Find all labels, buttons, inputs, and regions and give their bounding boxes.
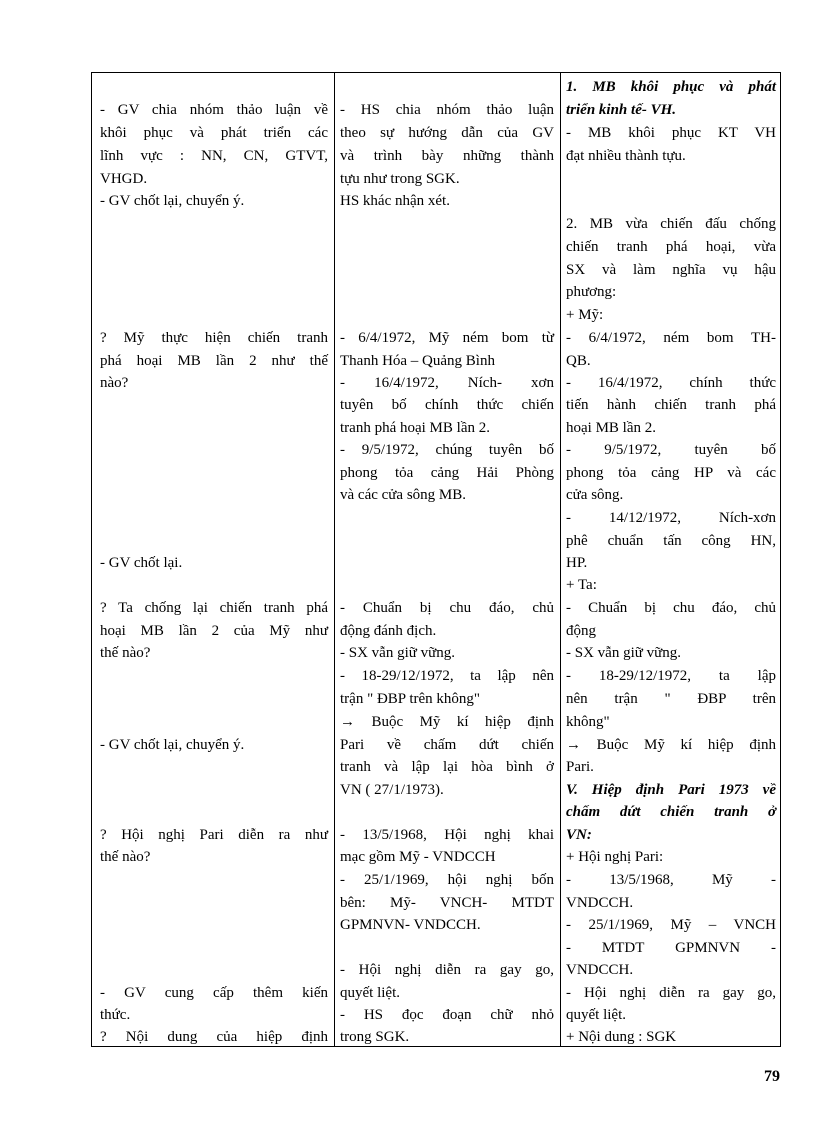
table-cell-line: nên trận " ĐBP trên xyxy=(566,691,776,707)
table-cell-line: - 18-29/12/1972, ta lập xyxy=(566,668,776,684)
section-heading: chấm dứt chiến tranh ở xyxy=(566,804,776,820)
table-cell-line: bên: Mỹ- VNCH- MTDT xyxy=(340,895,554,911)
table-cell-line: - 25/1/1969, hội nghị bốn xyxy=(340,872,554,888)
table-cell-line: và trình bày những thành xyxy=(340,148,554,164)
table-cell-line: - 9/5/1972, tuyên bố xyxy=(566,442,776,458)
table-cell-line: không" xyxy=(566,714,610,730)
table-cell-line: nào? xyxy=(100,375,129,391)
table-cell-line: - 13/5/1968, Mỹ - xyxy=(566,872,776,888)
table-cell-line: + Nội dung : SGK xyxy=(566,1029,677,1045)
table-cell-line: động xyxy=(566,623,596,639)
table-cell-line: tuyên bố chính thức chiến xyxy=(340,397,554,413)
table-cell-line: quyết liệt. xyxy=(340,985,400,1001)
table-cell-line: trong SGK. xyxy=(340,1029,410,1045)
table-cell-line: ? Mỹ thực hiện chiến tranh xyxy=(100,330,328,346)
table-cell-line: thế nào? xyxy=(100,849,151,865)
table-cell-line: - GV chốt lại, chuyển ý. xyxy=(100,737,245,753)
table-cell-line: theo sự hướng dẫn của GV xyxy=(340,125,554,141)
table-cell-line: - GV chia nhóm thảo luận về xyxy=(100,102,328,118)
table-cell-line: - 13/5/1968, Hội nghị khai xyxy=(340,827,554,843)
table-cell-line: - GV chốt lại, chuyển ý. xyxy=(100,193,245,209)
table-cell-line: hoại MB lần 2. xyxy=(566,420,656,436)
page-number: 79 xyxy=(764,1068,780,1085)
table-cell-line: phong tỏa cảng Hải Phòng xyxy=(340,465,554,481)
table-cell-line: - Chuẩn bị chu đáo, chủ xyxy=(566,600,776,616)
table-cell-line: ? Ta chống lại chiến tranh phá xyxy=(100,600,328,616)
table-cell-line: - 25/1/1969, Mỹ – VNCH xyxy=(566,917,776,933)
table-cell-line: ? Nội dung của hiệp định xyxy=(100,1029,328,1045)
table-cell-line: VN ( 27/1/1973). xyxy=(340,782,444,798)
table-cell-line: - SX vẫn giữ vững. xyxy=(340,645,456,661)
table-cell-line: - 9/5/1972, chúng tuyên bố xyxy=(340,442,554,458)
table-cell-line: - MTDT GPMNVN - xyxy=(566,940,776,956)
section-heading: triển kinh tế- VH. xyxy=(566,102,677,118)
table-cell-line: tiến hành chiến tranh phá xyxy=(566,397,776,413)
table-cell-line: - Hội nghị diễn ra gay go, xyxy=(566,985,776,1001)
table-cell-line: đạt nhiều thành tựu. xyxy=(566,148,686,164)
table-cell-line: 2. MB vừa chiến đấu chống xyxy=(566,216,776,232)
section-heading: 1. MB khôi phục và phát xyxy=(566,79,776,95)
table-cell-line: HP. xyxy=(566,555,588,571)
table-cell-line: tranh phá hoại MB lần 2. xyxy=(340,420,490,436)
table-cell-line: phá hoại MB lần 2 như thế xyxy=(100,353,328,369)
section-heading: V. Hiệp định Pari 1973 về xyxy=(566,782,776,798)
column-divider xyxy=(334,73,335,1046)
table-cell-line: chiến tranh phá hoại, vừa xyxy=(566,239,776,255)
table-cell-line: - Chuẩn bị chu đáo, chủ xyxy=(340,600,554,616)
table-cell-line: lĩnh vực : NN, CN, GTVT, xyxy=(100,148,328,164)
table-cell-line: ? Hội nghị Pari diễn ra như xyxy=(100,827,328,843)
table-cell-line: tranh và lập lại hòa bình ở xyxy=(340,759,554,775)
table-cell-line: quyết liệt. xyxy=(566,1007,626,1023)
table-cell-line: - 18-29/12/1972, ta lập nên xyxy=(340,668,554,684)
table-cell-line: Thanh Hóa – Quảng Bình xyxy=(340,353,495,369)
section-heading: VN: xyxy=(566,827,592,843)
table-cell-line: Pari. xyxy=(566,759,594,775)
table-cell-line: - HS đọc đoạn chữ nhỏ xyxy=(340,1007,554,1023)
table-cell-line: tựu như trong SGK. xyxy=(340,171,460,187)
table-cell-line: Pari về chấm dứt chiến xyxy=(340,737,554,753)
table-cell-line: khôi phục và phát triển các xyxy=(100,125,328,141)
column-divider xyxy=(560,73,561,1046)
table-cell-line: cửa sông. xyxy=(566,487,624,503)
table-cell-line: - Hội nghị diễn ra gay go, xyxy=(340,962,554,978)
table-cell-line: - HS chia nhóm thảo luận xyxy=(340,102,554,118)
table-cell-line: - 14/12/1972, Ních-xơn xyxy=(566,510,776,526)
table-cell-line: + Ta: xyxy=(566,577,597,593)
table-cell-line: - SX vẫn giữ vững. xyxy=(566,645,682,661)
table-cell-line: thế nào? xyxy=(100,645,151,661)
table-cell-line: - GV chốt lại. xyxy=(100,555,183,571)
table-cell-line: QB. xyxy=(566,353,591,369)
table-cell-line: HS khác nhận xét. xyxy=(340,193,450,209)
table-cell-line: - 6/4/1972, ném bom TH- xyxy=(566,330,776,346)
table-cell-line: - 16/4/1972, Ních- xơn xyxy=(340,375,554,391)
table-cell-line: phương: xyxy=(566,284,617,300)
table-cell-line: phong tỏa cảng HP và các xyxy=(566,465,776,481)
table-cell-line: + Hội nghị Pari: xyxy=(566,849,664,865)
table-cell-line: và các cửa sông MB. xyxy=(340,487,467,503)
table-cell-line: - GV cung cấp thêm kiến xyxy=(100,985,328,1001)
table-cell-line: VHGD. xyxy=(100,171,148,187)
table-cell-line: động đánh địch. xyxy=(340,623,437,639)
table-cell-line: → Buộc Mỹ kí hiệp định xyxy=(340,714,554,730)
table-cell-line: mạc gồm Mỹ - VNDCCH xyxy=(340,849,496,865)
table-cell-line: - 6/4/1972, Mỹ ném bom từ xyxy=(340,330,554,346)
table-cell-line: - MB khôi phục KT VH xyxy=(566,125,776,141)
table-cell-line: hoại MB lần 2 của Mỹ như xyxy=(100,623,328,639)
table-cell-line: + Mỹ: xyxy=(566,307,604,323)
table-cell-line: trận " ĐBP trên không" xyxy=(340,691,481,707)
table-cell-line: thức. xyxy=(100,1007,131,1023)
table-cell-line: - 16/4/1972, chính thức xyxy=(566,375,776,391)
table-cell-line: GPMNVN- VNDCCH. xyxy=(340,917,481,933)
table-cell-line: VNDCCH. xyxy=(566,895,634,911)
table-cell-line: → Buộc Mỹ kí hiệp định xyxy=(566,737,776,753)
table-cell-line: VNDCCH. xyxy=(566,962,634,978)
lesson-table xyxy=(91,72,781,1047)
table-cell-line: phê chuẩn tấn công HN, xyxy=(566,533,776,549)
table-cell-line: SX và làm nghĩa vụ hậu xyxy=(566,262,776,278)
